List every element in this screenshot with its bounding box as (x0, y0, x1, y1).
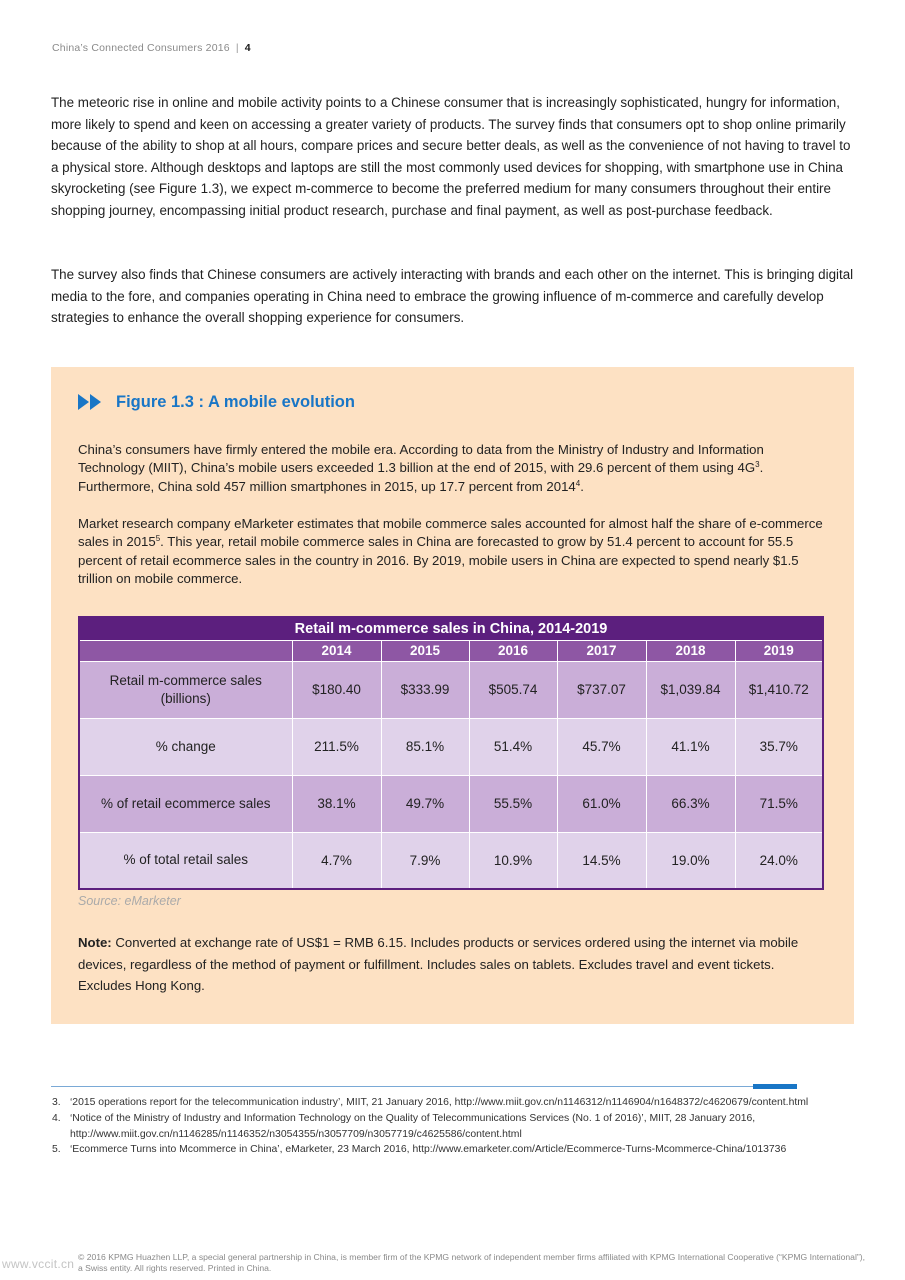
table-cell: 85.1% (381, 718, 469, 775)
table-title: Retail m-commerce sales in China, 2014-2019 (79, 617, 823, 640)
year-header: 2015 (381, 640, 469, 661)
footnote-divider-accent (753, 1084, 797, 1089)
year-header: 2016 (469, 640, 557, 661)
table-cell: 66.3% (646, 775, 735, 832)
table-cell: 51.4% (469, 718, 557, 775)
table-cell: 38.1% (292, 775, 381, 832)
table-cell: $505.74 (469, 661, 557, 718)
footnote-item (52, 1142, 812, 1158)
table-cell: $180.40 (292, 661, 381, 718)
table-cell: 211.5% (292, 718, 381, 775)
table-row (79, 661, 823, 718)
table-cell: 7.9% (381, 832, 469, 889)
table-cell: 19.0% (646, 832, 735, 889)
body-paragraph-1: The meteoric rise in online and mobile activity points to a Chinese consumer that is increasingly sophisticated, hungry for information, more likely to spend and keen on accessing a greater variety of products. The survey finds that consumers opt to shop online primarily because of the ability to shop at all hours, compare prices and secure better deals, as well as the convenience of not having to travel to a physical store. Although desktops and laptops are still the most commonly used devices for shopping, with smartphone use in China skyrocketing (see Figure 1.3), we expect m-commerce to become the preferred medium for many consumers throughout their entire shopping journey, encompassing initial product research, purchase and final payment, as well as post-purchase feedback. (51, 95, 851, 218)
footnote-ref-5: 5 (155, 534, 161, 544)
row-label: Retail m-commerce sales (billions) (79, 661, 292, 718)
table-row (79, 775, 823, 832)
document-title: China’s Connected Consumers 2016 (52, 42, 230, 54)
body-paragraph-2: The survey also finds that Chinese consumers are actively interacting with brands and each other on the internet. This is bringing digital media to the fore, and companies operating in China need to embrace the growing influence of m-commerce and carefully develop strategies to enhance the overall shopping experience for consumers. (51, 267, 854, 326)
table-cell: 55.5% (469, 775, 557, 832)
year-header: 2014 (292, 640, 381, 661)
figure-title: Figure 1.3 : A mobile evolution (116, 392, 355, 411)
footnote-text: ‘Ecommerce Turns into Mcommerce in China’, eMarketer, 23 March 2016, http://www.emarketer.com/Article/Ecommerce-Turns-Mcommerce-China/1013736 (70, 1144, 787, 1156)
table-cell: 49.7% (381, 775, 469, 832)
table-corner-cell (79, 640, 292, 661)
footnote-number: 5. (52, 1144, 61, 1156)
table-source: Source: eMarketer (78, 894, 181, 908)
year-header: 2017 (557, 640, 646, 661)
table-cell: 10.9% (469, 832, 557, 889)
footnote-ref-3: 3 (755, 460, 760, 470)
footnote-text: ‘Notice of the Ministry of Industry and Information Technology on the Quality of Telecommunications Services (No. 1 of 2016)’, MIIT, 28 January 2016, http://www.miit.gov.cn/n1146285/n1146352/n3054355/n3057709/n3057719/c4625586/content.html (70, 1112, 756, 1140)
row-label: % change (79, 718, 292, 775)
note-label: Note: (78, 935, 112, 950)
row-label: % of retail ecommerce sales (79, 775, 292, 832)
footnote-number: 4. (52, 1112, 61, 1124)
footnote-item (52, 1095, 812, 1111)
footnote-divider (51, 1086, 797, 1087)
running-header (52, 42, 251, 54)
sales-table (78, 616, 824, 890)
table-row (79, 832, 823, 889)
double-arrow-icon (78, 393, 104, 411)
footnote-number: 3. (52, 1097, 61, 1108)
row-label: % of total retail sales (79, 832, 292, 889)
footnote-text: ‘2015 operations report for the telecommunication industry’, MIIT, 21 January 2016, http://www.miit.gov.cn/n1146312/n1146904/n1648372/c4620679/content.html (70, 1097, 809, 1108)
table-cell: $333.99 (381, 661, 469, 718)
table-row (79, 718, 823, 775)
site-watermark: www.vccit.cn (2, 1257, 75, 1271)
figure-heading (78, 391, 355, 413)
table-cell: $1,039.84 (646, 661, 735, 718)
page-number: 4 (244, 42, 251, 54)
table-cell: 71.5% (735, 775, 823, 832)
figure-panel (51, 367, 854, 1024)
footnote-item (52, 1111, 812, 1143)
table-cell: 45.7% (557, 718, 646, 775)
figure-paragraph-2: Market research company eMarketer estimates that mobile commerce sales accounted for almost half the share of e-commerce sales in 2015$^5$. This year, retail mobile commerce sales in China are forecasted to grow by 51.4 percent to account for 55.5 percent of retail ecommerce sales in the country in 2016. By 2019, mobile users in China are expected to spend nearly $1.5 trillion on mobile commerce. (78, 516, 823, 586)
table-cell: 41.1% (646, 718, 735, 775)
note-text: Converted at exchange rate of US$1 = RMB 6.15. Includes products or services ordered using the internet via mobile devices, regardless of the method of payment or fulfillment. Includes sales on tablets. Excludes travel and event tickets. Excludes Hong Kong. (78, 935, 799, 994)
table-note (78, 932, 830, 997)
copyright-notice: © 2016 KPMG Huazhen LLP, a special general partnership in China, is member firm of the KPMG network of independent member firms affiliated with KPMG International Cooperative (“KPMG International”), a Swiss entity. All rights reserved. Printed in China. (78, 1252, 865, 1273)
table-cell: 35.7% (735, 718, 823, 775)
table-cell: 14.5% (557, 832, 646, 889)
year-header: 2018 (646, 640, 735, 661)
footnotes-list (52, 1095, 812, 1158)
table-cell: 61.0% (557, 775, 646, 832)
header-separator: | (235, 42, 239, 54)
year-header: 2019 (735, 640, 823, 661)
table-cell: 4.7% (292, 832, 381, 889)
table-cell: $737.07 (557, 661, 646, 718)
figure-paragraph-1: China’s consumers have firmly entered the mobile era. According to data from the Ministry of Industry and Information Technology (MIIT), China’s mobile users exceeded 1.3 billion at the end of 2015, with 29.6 percent of them using $4G^3$. Furthermore, China sold 457 million smartphones in 2015, up 17.7 percent from 2014$^4$. (78, 442, 764, 494)
table-cell: $1,410.72 (735, 661, 823, 718)
table-cell: 24.0% (735, 832, 823, 889)
footnote-ref-4: 4 (575, 478, 581, 488)
